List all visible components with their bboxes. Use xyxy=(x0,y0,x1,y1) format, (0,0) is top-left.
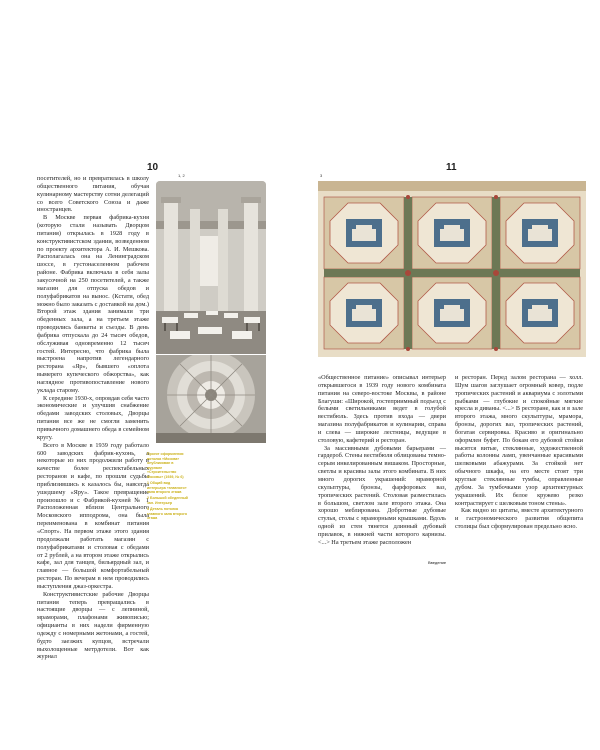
paragraph: В Москве первая фабрика-кухня (которую стали называть Дворцом питания) открылась в 1928 году в конструктивистском здании, возведенном по проекту архитектора А. И. Мешкова. Располагалась она на Ленинградском шоссе, в густонаселенном рабочем районе. Фабрика включала в себя залы закусочной на 250 посетителей, а также магазин для отпуска обедов и полуфабрикатов на вынос. (Кстати, обед можно было заказать с доставкой на дом.) Второй этаж здания занимали три обеденных зала, а на третьем этаже проводились банкеты и съезды. В день фабрика отпускала до 24 тысяч обедов, обслуживая одновременно 12 тысяч гостей. Интересно, что фабрика была выстроена напротив легендарного ресторана «Яр», бывшего «оплота вымерего купеческого обжорства», как наглядное противопоставление нового уклада старому. xyxy=(37,214,149,394)
interior-hall-photo xyxy=(156,181,266,354)
caption-line: 2 Большой обеденный зал. Интерьер xyxy=(147,496,188,505)
caption-line: 3 Деталь потолка главного зала второго этажа xyxy=(147,507,188,521)
paragraph: К середине 1930-х, опровдав себя часто экономические и улучшив снабжение обедами заводских столовых, Дворцы питания все же не смогли заменить привычного домашнего обеда в семейном кругу. xyxy=(37,394,149,441)
caption-line: Проект оформления потолка «Москва» опубликован в журнале «Строительство Москвы» (1939, № 6) xyxy=(147,452,184,479)
photo-caption xyxy=(147,452,189,522)
page-number-right: 11 xyxy=(446,162,457,173)
interior-hall-illustration xyxy=(156,181,266,354)
ceiling-plan-drawing xyxy=(318,181,586,357)
photo-label: 3 xyxy=(320,173,323,178)
ceiling-plan-illustration xyxy=(318,181,586,357)
running-footer: Введение xyxy=(428,560,447,565)
paragraph: Конструктивистские рабочие Дворцы питания теперь превращались в настоящие дворцы — с лепниной, мраморами, плафонами живописью; официанты в них надели фирменную одежду с номерными жетонами, а гостей, будто заезжих купцов, встречали выхолощенные метрдотели. Вот как журнал xyxy=(37,590,149,661)
paragraph: За массивными дубовыми барьерами — гардероб. Стены вестибюля облицованы темно-серым инкелированным вишаком. Просторные, светлы и красивы залы этого комбината. В них много дорогих украшений: мраморной скульптуры, бронзы, фарфоровых ваз, тропических растений. Столовая разместилась в большом, светлом зале второго этажа. Она хорошо меблирована. Добротные дубовые стулья, столы с мраморными крышками. Вдоль одной из стен тянется длинный дубовый прилавок, в нижней части которого карнизы. <...> На третьем этаже расположен xyxy=(318,444,446,546)
page-number-left: 10 xyxy=(147,162,159,173)
ceiling-dome-illustration xyxy=(156,355,266,443)
caption-line: 1 Общий вид интерьера «главного» зала второго этажа xyxy=(147,481,187,495)
right-text-column-2 xyxy=(455,374,583,531)
ceiling-dome-photo xyxy=(156,355,266,443)
photo-label: 1, 2 xyxy=(178,173,185,178)
right-text-column-1 xyxy=(318,374,446,547)
left-text-column xyxy=(37,175,149,661)
paragraph: «Общественное питание» описывал интерьер открывшегося в 1939 году нового комбината питания на северо-востоке Москвы, в районе Благуши: «Широкой, гостеприимный подъезд с белыми светильниками ведет в голубой вестибюль. Здесь против входа — двери магазина полуфабрикатов и кулинарии, справа и слева — широкие лестницы, ведущие в столовую, кафетерий и ресторан. xyxy=(318,374,446,444)
paragraph: и ресторан. Перед залом ресторана — холл. Шум шагов заглушает огромный ковер, подле тропических растений и аквариума с золотыми рыбками — глубокие и спокойные мягкие кресла и диваны. <...> В ресторане, как и в зале второго этажа, много скульптуры, мрамора, бронзы, дорогих ваз, тропических растений, богатая сервировка. Красиво и оригинально оформлен буфет. По бокам его дубовой стойки высятся витые, стеклянные, художественной работы колонны ламп, увенчанные красивыми шелковыми абажурами. За стойкой нет обычного шкафа, на его месте стоят три круглые стеклянные тумбы, оправленные дубом. За тумбочками узор архитектурных украшений. Их белое кружево резко контрастирует с шелковым тоном стены». xyxy=(455,374,583,507)
paragraph: Всего в Москве в 1939 году работало 600 заводских фабрик-кухонь, а некоторые из них продолжили работу в качестве более респектабельных ресторанов и кафе, по прошли судьбы приблизившись к казалось бы, навсегда ушедшему «Яру». Такое превращение произошло и с Фабрикой-кухней № 1 Расположенная вблизи Центрального Московского ипподрома, она была переименована в комбинат питания «Спорт». На первом этаже этого здания продолжали работать магазин с полуфабрикатами и столовая с обедами от 2 рублей, а на втором этаже открылись кафе, зал для танцев, бильярдный зал, и главное — большой комфортабельный ресторан. По вечерам в нем проводились выступления джаз-оркестра. xyxy=(37,441,149,590)
paragraph: посетителей, но и превратилась в школу общественного питания, обучая кулинарному мастерству сотни делегаций со всего Советского Союза и даже иностранцев. xyxy=(37,175,149,214)
paragraph: Как видно из цитаты, вместе архитектурного и гастрономического развития общепита столицы был сформулирован предельно ясно. xyxy=(455,507,583,531)
